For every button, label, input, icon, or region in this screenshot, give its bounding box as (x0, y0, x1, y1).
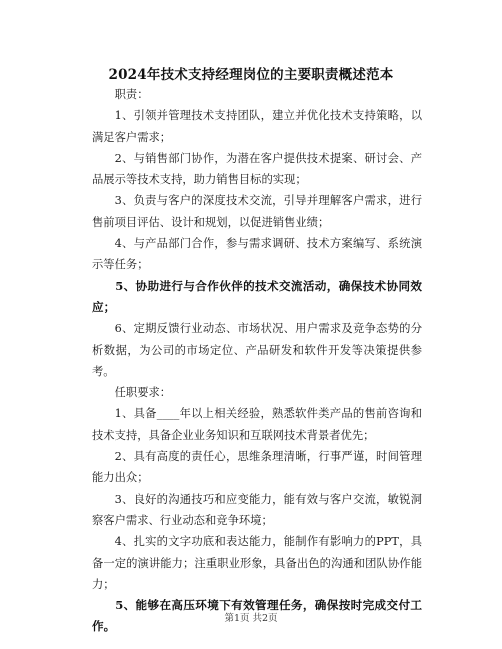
document-body (92, 84, 422, 638)
paragraph-requirement-3: 3、良好的沟通技巧和应变能力，能有效与客户交流，敏锐洞察客户需求、行业动态和竞争环境； (92, 492, 422, 527)
paragraph-requirement-4: 4、扎实的文字功底和表达能力，能制作有影响力的PPT，具备一定的演讲能力；注重职业形象，具备出色的沟通和团队协作能力； (92, 535, 422, 591)
paragraph-duty-2: 2、与销售部门协作，为潜在客户提供技术提案、研讨会、产品展示等技术支持，助力销售目标的实现； (92, 151, 422, 187)
paragraph-duties-heading: 职责： (114, 88, 149, 101)
paragraph-duty-3: 3、负责与客户的深度技术交流，引导并理解客户需求，进行售前项目评估、设计和规划，以促进销售业绩； (92, 194, 422, 229)
paragraph-duty-1: 1、引领并管理技术支持团队，建立并优化技术支持策略，以满足客户需求； (92, 109, 422, 144)
paragraph-requirement-5: 5、能够在高压环境下有效管理任务，确保按时完成交付工作。 (92, 598, 422, 634)
page-number-footer: 第1页 共2页 (224, 613, 278, 624)
paragraph-duty-6: 6、定期反馈行业动态、市场状况、用户需求及竞争态势的分析数据，为公司的市场定位、产品研发和软件开发等决策提供参考。 (92, 322, 422, 378)
paragraph-duty-4: 4、与产品部门合作，参与需求调研、技术方案编写、系统演示等任务； (92, 237, 422, 272)
document-title: 2024年技术支持经理岗位的主要职责概述范本 (108, 67, 394, 83)
paragraph-duty-5: 5、协助进行与合作伙伴的技术交流活动，确保技术协同效应； (92, 278, 422, 314)
paragraph-requirement-2: 2、具有高度的责任心，思维条理清晰，行事严谨，时间管理能力出众； (92, 450, 422, 485)
paragraph-requirements-heading: 任职要求： (114, 386, 172, 400)
paragraph-requirement-1: 1、具备____年以上相关经验，熟悉软件类产品的售前咨询和技术支持，具备企业业务知识和互联网技术背景者优先； (92, 407, 422, 442)
